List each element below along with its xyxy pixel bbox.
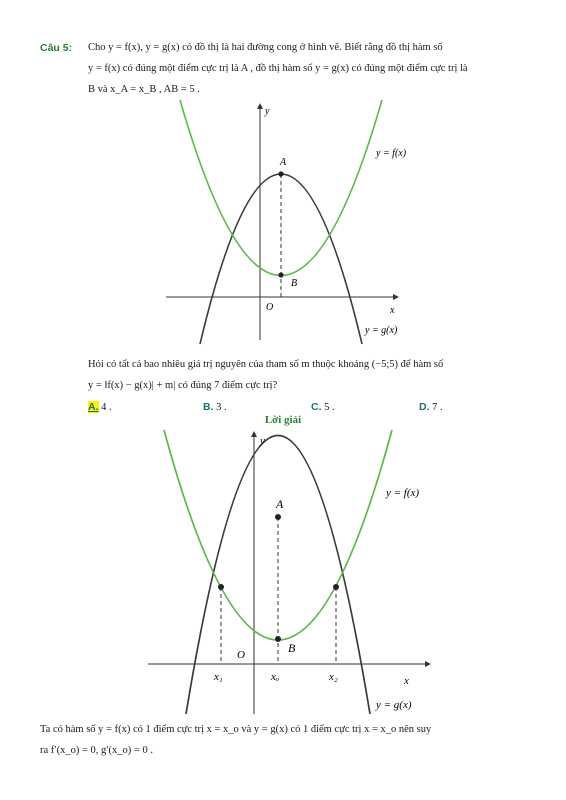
label-y-2: y (260, 435, 265, 447)
answer-b-key: B. (203, 401, 214, 413)
intersection-left (218, 584, 224, 590)
answer-a-key: A. (88, 401, 99, 413)
prompt-line-1: Hỏi có tất cả bao nhiêu giá trị nguyên của tham số m thuộc khoảng (−5;5) để hàm số (88, 359, 444, 370)
answer-b[interactable] (203, 401, 227, 413)
figure-1 (160, 100, 420, 345)
answer-c-value: 5 . (324, 402, 335, 413)
label-y: y (265, 106, 270, 117)
label-x: x (390, 305, 395, 316)
label-A: A (280, 157, 287, 168)
question-line-2: y = f(x) có đúng một điểm cực trị là A , đồ thị hàm số y = g(x) có đúng một điểm cực trị là (88, 63, 468, 74)
label-x1: x₁ (214, 671, 223, 683)
figure-2 (140, 426, 450, 716)
point-B (278, 272, 283, 277)
label-f-2: y = f(x) (386, 487, 420, 499)
point-A (278, 171, 283, 176)
solution-line-2: ra f′(x_o) = 0, g′(x_o) = 0 . (40, 745, 153, 756)
answer-a-value: 4 . (101, 402, 112, 413)
question-line-1: Cho y = f(x), y = g(x) có đồ thị là hai đường cong ở hình vẽ. Biết rằng đồ thị hàm số (88, 42, 443, 53)
label-A-2: A (276, 497, 284, 511)
question-number: Câu 5: (40, 42, 73, 54)
label-g-2: y = g(x) (376, 699, 412, 711)
answer-d[interactable] (419, 401, 443, 413)
label-x2: x₂ (329, 671, 338, 683)
answer-c-key: C. (311, 401, 322, 413)
label-x-2: x (404, 675, 409, 687)
label-B-2: B (288, 641, 296, 655)
answer-d-value: 7 . (432, 402, 443, 413)
answer-d-key: D. (419, 401, 430, 413)
answer-b-value: 3 . (216, 402, 227, 413)
label-f: y = f(x) (376, 148, 407, 159)
solution-line-1: Ta có hàm số y = f(x) có 1 điểm cực trị x = x_o và y = g(x) có 1 điểm cực trị x = x_o nên suy (40, 724, 432, 735)
point-B-2 (275, 636, 281, 642)
prompt-line-2: y = ‖f(x) − g(x)| + m| có đúng 7 điểm cực trị? (88, 380, 278, 391)
question-line-3: B và x_A = x_B , AB = 5 . (88, 84, 200, 95)
question-label (40, 42, 72, 54)
intersection-right (333, 584, 339, 590)
solution-title: Lời giải (264, 414, 302, 426)
label-O: O (266, 302, 274, 313)
point-A-2 (275, 514, 281, 520)
label-g: y = g(x) (365, 325, 398, 336)
label-xo: xₒ (271, 671, 280, 683)
answer-c[interactable] (311, 401, 335, 413)
answer-a[interactable] (88, 401, 112, 413)
curve-f (180, 100, 382, 276)
label-B: B (291, 278, 298, 289)
label-O-2: O (237, 649, 245, 661)
